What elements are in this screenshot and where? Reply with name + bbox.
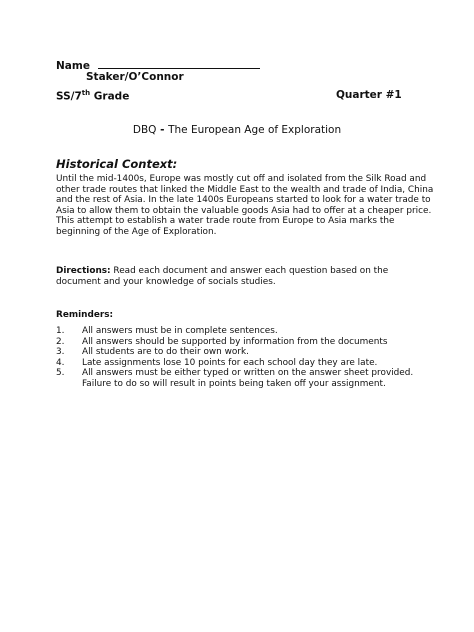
item-number: 3.	[56, 347, 65, 358]
quarter-label: Quarter #1	[336, 89, 402, 101]
item-number: 5.	[56, 368, 65, 379]
historical-context-heading: Historical Context:	[56, 157, 178, 171]
item-text: Late assignments lose 10 points for each school day they are late.	[82, 357, 378, 368]
context-line: Until the mid-1400s, Europe was mostly cut off and isolated from the Silk Road and	[56, 174, 427, 184]
item-text: All students are to do their own work.	[82, 347, 249, 358]
name-field	[56, 58, 260, 72]
reminders-heading: Reminders:	[56, 310, 114, 320]
reminders-list	[56, 326, 413, 390]
list-item	[56, 326, 413, 337]
teacher-name: Staker/O’Connor	[86, 71, 184, 83]
directions-line: document and your knowledge of socials studies.	[56, 276, 276, 287]
grade-prefix: SS/7	[56, 90, 82, 103]
document-title	[0, 124, 474, 136]
context-line: other trade routes that linked the Middle East to the wealth and trade of India, China	[56, 184, 434, 195]
context-line: This attempt to establish a water trade route from Europe to Asia marks the	[56, 216, 395, 227]
context-line: and the rest of Asia. In the late 1400s Europeans started to look for a water trade to	[56, 195, 431, 206]
list-item	[56, 337, 413, 348]
item-continuation: Failure to do so will result in points being taken off your assignment.	[82, 378, 386, 389]
item-number: 1.	[56, 326, 65, 336]
item-text: All answers should be supported by information from the documents	[82, 336, 388, 347]
title-rest: The European Age of Exploration	[168, 124, 342, 136]
directions-line	[56, 266, 426, 277]
grade-suffix: Grade	[90, 90, 130, 103]
context-line: Asia to allow them to obtain the valuable goods Asia had to offer at a cheaper price.	[56, 205, 432, 216]
item-number: 4.	[56, 357, 65, 368]
list-item	[56, 347, 413, 358]
name-label: Name	[56, 60, 90, 72]
grade-superscript: th	[81, 89, 91, 97]
item-number: 2.	[56, 336, 65, 347]
title-dash: -	[156, 124, 169, 136]
title-prefix: DBQ	[132, 124, 157, 136]
directions-section	[56, 266, 426, 287]
historical-context-paragraph	[56, 174, 434, 238]
list-item	[56, 368, 413, 389]
name-blank-line	[98, 58, 260, 69]
item-text: All answers must be in complete sentences.	[82, 326, 278, 336]
directions-label: Directions:	[56, 266, 111, 276]
class-grade	[56, 89, 129, 103]
list-item	[56, 358, 413, 369]
item-text: All answers must be either typed or written on the answer sheet provided.	[82, 368, 414, 379]
directions-text: Read each document and answer each question based on the	[110, 266, 389, 276]
context-line: beginning of the Age of Exploration.	[56, 226, 217, 237]
